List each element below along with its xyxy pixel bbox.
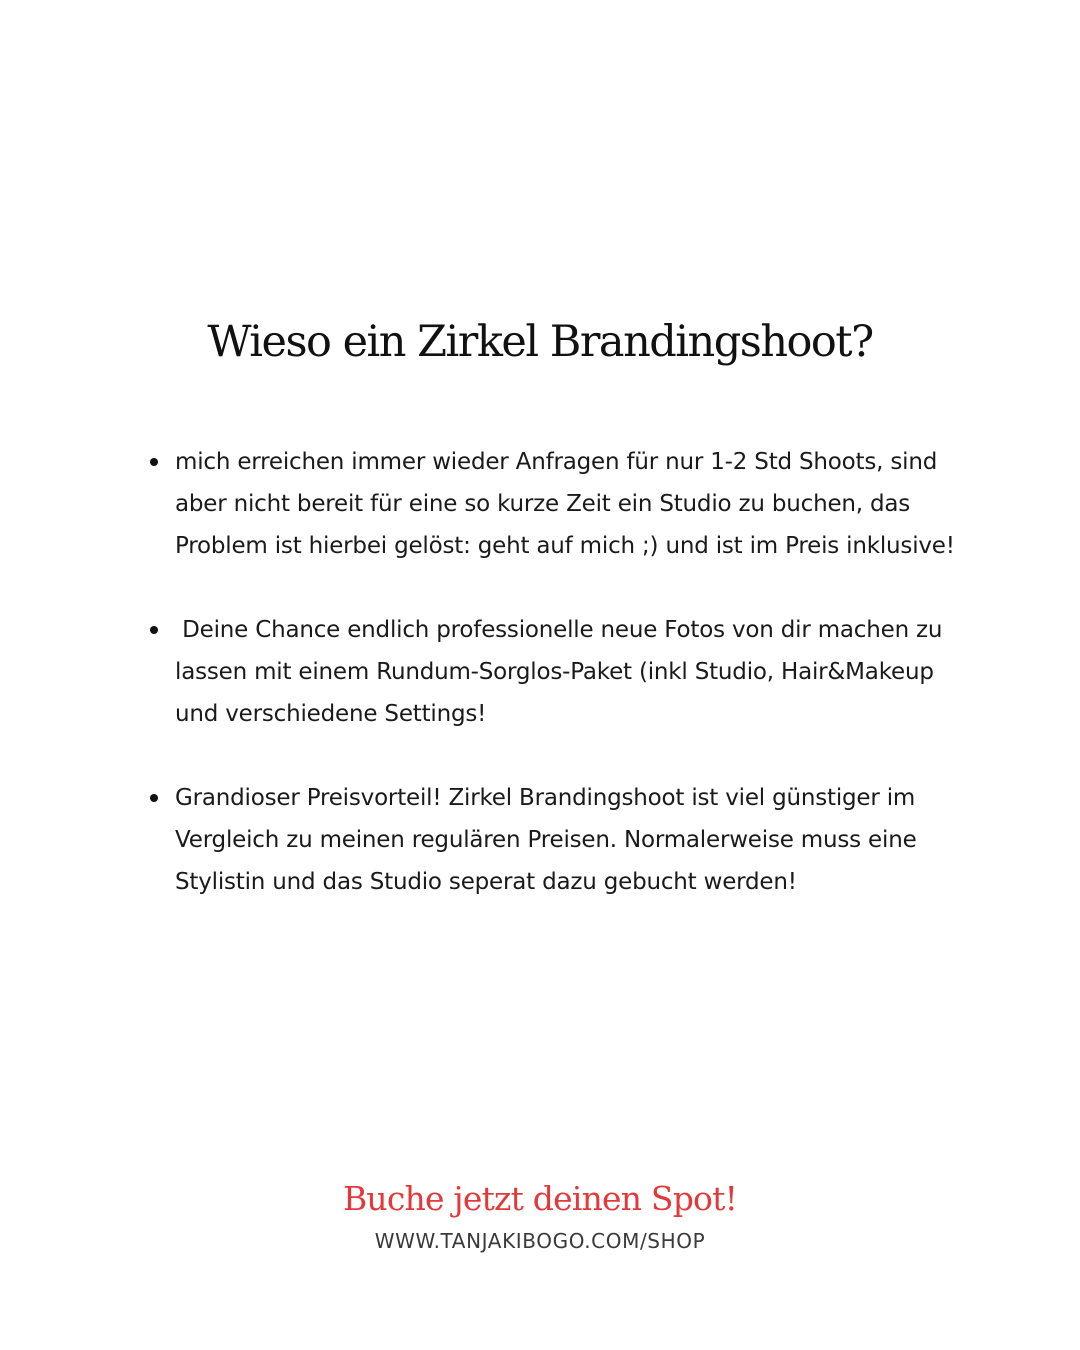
list-item-text: mich erreichen immer wieder Anfragen für nur 1-2 Std Shoots, sind aber nicht bereit für eine so kurze Zeit ein Studio zu buchen, das Problem ist hierbei gelöst: geht auf mich ;) und ist im Preis inklusive! (175, 449, 955, 559)
bullet-dot-icon (150, 794, 158, 802)
shop-url: WWW.TANJAKIBOGO.COM/SHOP (374, 1229, 706, 1253)
bullet-dot-icon (150, 626, 158, 634)
list-item (0, 609, 1080, 735)
list-item (0, 777, 1080, 903)
benefits-list (0, 441, 1080, 945)
page-title: Wieso ein Zirkel Brandingshoot? (207, 317, 873, 367)
bullet-dot-icon (150, 458, 158, 466)
list-item-text: Grandioser Preisvorteil! Zirkel Brandingshoot ist viel günstiger im Vergleich zu meinen regulären Preisen. Normalerweise muss eine Stylistin und das Studio seperat dazu gebucht werden! (175, 785, 917, 895)
list-item-text: Deine Chance endlich professionelle neue Fotos von dir machen zu lassen mit einem Rundum-Sorglos-Paket (inkl Studio, Hair&Makeup und verschiedene Settings! (175, 617, 950, 727)
list-item (0, 441, 1080, 567)
call-to-action: Buche jetzt deinen Spot! (342, 1179, 738, 1218)
